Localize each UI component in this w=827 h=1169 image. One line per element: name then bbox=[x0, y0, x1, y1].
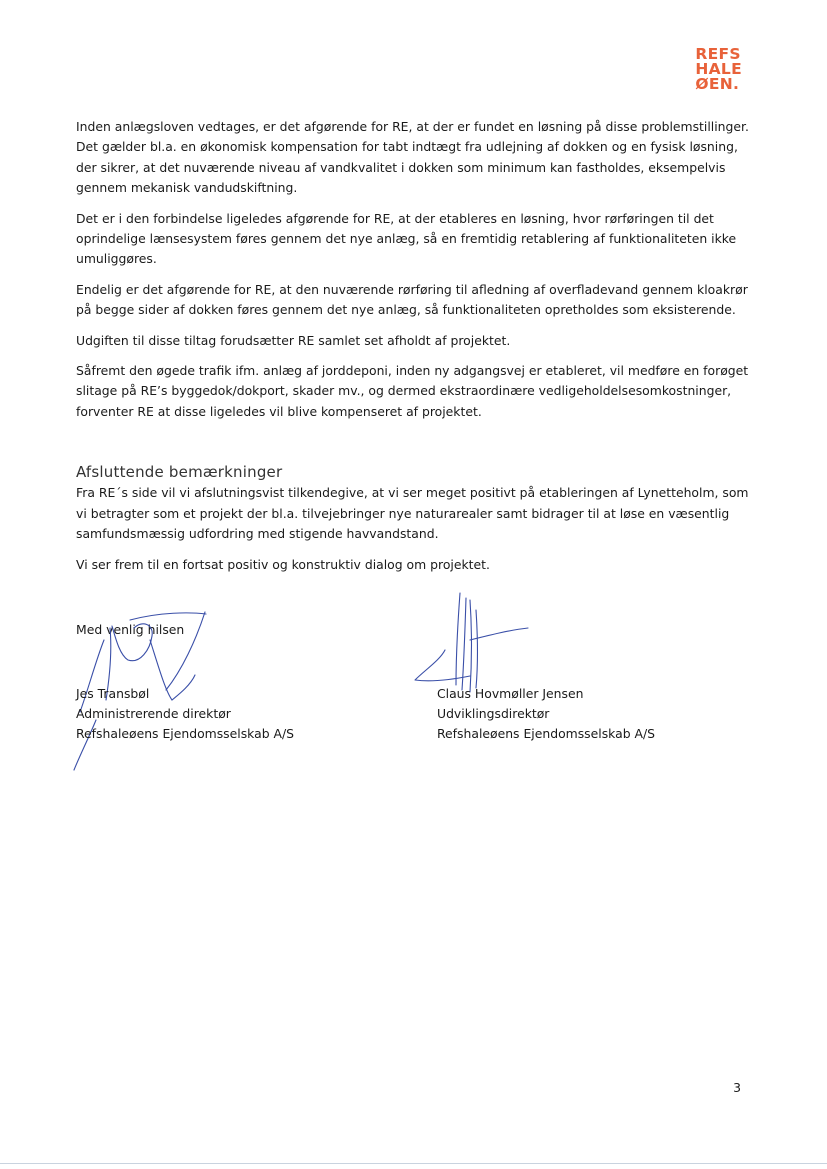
company-logo bbox=[695, 47, 742, 92]
logo-line-1: REFS bbox=[695, 45, 741, 63]
signatory-right-title: Udviklingsdirektør bbox=[437, 706, 550, 721]
body-paragraph-5: Såfremt den øgede trafik ifm. anlæg af jorddeponi, inden ny adgangsvej er etableret, vil medføre en forøget slitage på RE’s byggedok/dokport, skader mv., og dermed ekstraordinære vedligeholdelsesomkostninger, forventer RE at disse ligeledes vil blive kompenseret af projektet. bbox=[76, 363, 749, 419]
page-bottom-divider bbox=[0, 1163, 827, 1164]
closing-section-title: Afsluttende bemærkninger bbox=[76, 463, 283, 482]
signatory-left bbox=[76, 684, 294, 744]
body-paragraph-4: Udgiften til disse tiltag forudsætter RE samlet set afholdt af projektet. bbox=[76, 332, 511, 348]
signatory-right-name: Claus Hovmøller Jensen bbox=[437, 686, 584, 701]
logo-line-2: HALE bbox=[695, 60, 742, 78]
closing-paragraph-1: Fra RE´s side vil vi afslutningsvist tilkendegive, at vi ser meget positivt på etableringen af Lynetteholm, som vi betragter som et projekt der bl.a. tilvejebringer nye naturarealer samt bidrager til at løse en væsentlig samfundsmæssig udfordring med stigende havvandstand. bbox=[76, 485, 749, 542]
signatory-left-name: Jes Transbøl bbox=[76, 686, 150, 701]
greeting: Med venlig hilsen bbox=[76, 622, 185, 637]
closing-paragraph-2: Vi ser frem til en fortsat positiv og konstruktiv dialog om projektet. bbox=[76, 556, 490, 572]
logo-line-3: ØEN. bbox=[695, 75, 740, 93]
letter-body bbox=[76, 117, 756, 585]
body-paragraph-3: Endelig er det afgørende for RE, at den nuværende rørføring til afledning af overfladevand gennem kloakrør på begge sider af dokken føres gennem det nye anlæg, så funktionaliteten opretholdes som eksisterende. bbox=[76, 281, 748, 318]
signatory-right bbox=[437, 684, 655, 744]
signatory-right-company: Refshaleøens Ejendomsselskab A/S bbox=[437, 726, 656, 741]
body-paragraph-1: Inden anlægsloven vedtages, er det afgørende for RE, at der er fundet en løsning på disse problemstillinger. Det gælder bl.a. en økonomisk kompensation for tabt indtægt fra udlejning af dokken og en fysisk løsning, der sikrer, at det nuværende niveau af vandkvalitet i dokken som minimum kan fastholdes, eksempelvis gennem mekanisk vandudskiftning. bbox=[76, 119, 749, 196]
signatory-left-title: Administrerende direktør bbox=[76, 706, 231, 721]
body-paragraph-2: Det er i den forbindelse ligeledes afgørende for RE, at der etableres en løsning, hvor rørføringen til det oprindelige lænsesystem føres gennem det nye anlæg, så en fremtidig retablering af funktionaliteten ikke umuliggøres. bbox=[76, 210, 737, 267]
page-number: 3 bbox=[733, 1080, 741, 1095]
signatory-left-company: Refshaleøens Ejendomsselskab A/S bbox=[76, 726, 295, 741]
